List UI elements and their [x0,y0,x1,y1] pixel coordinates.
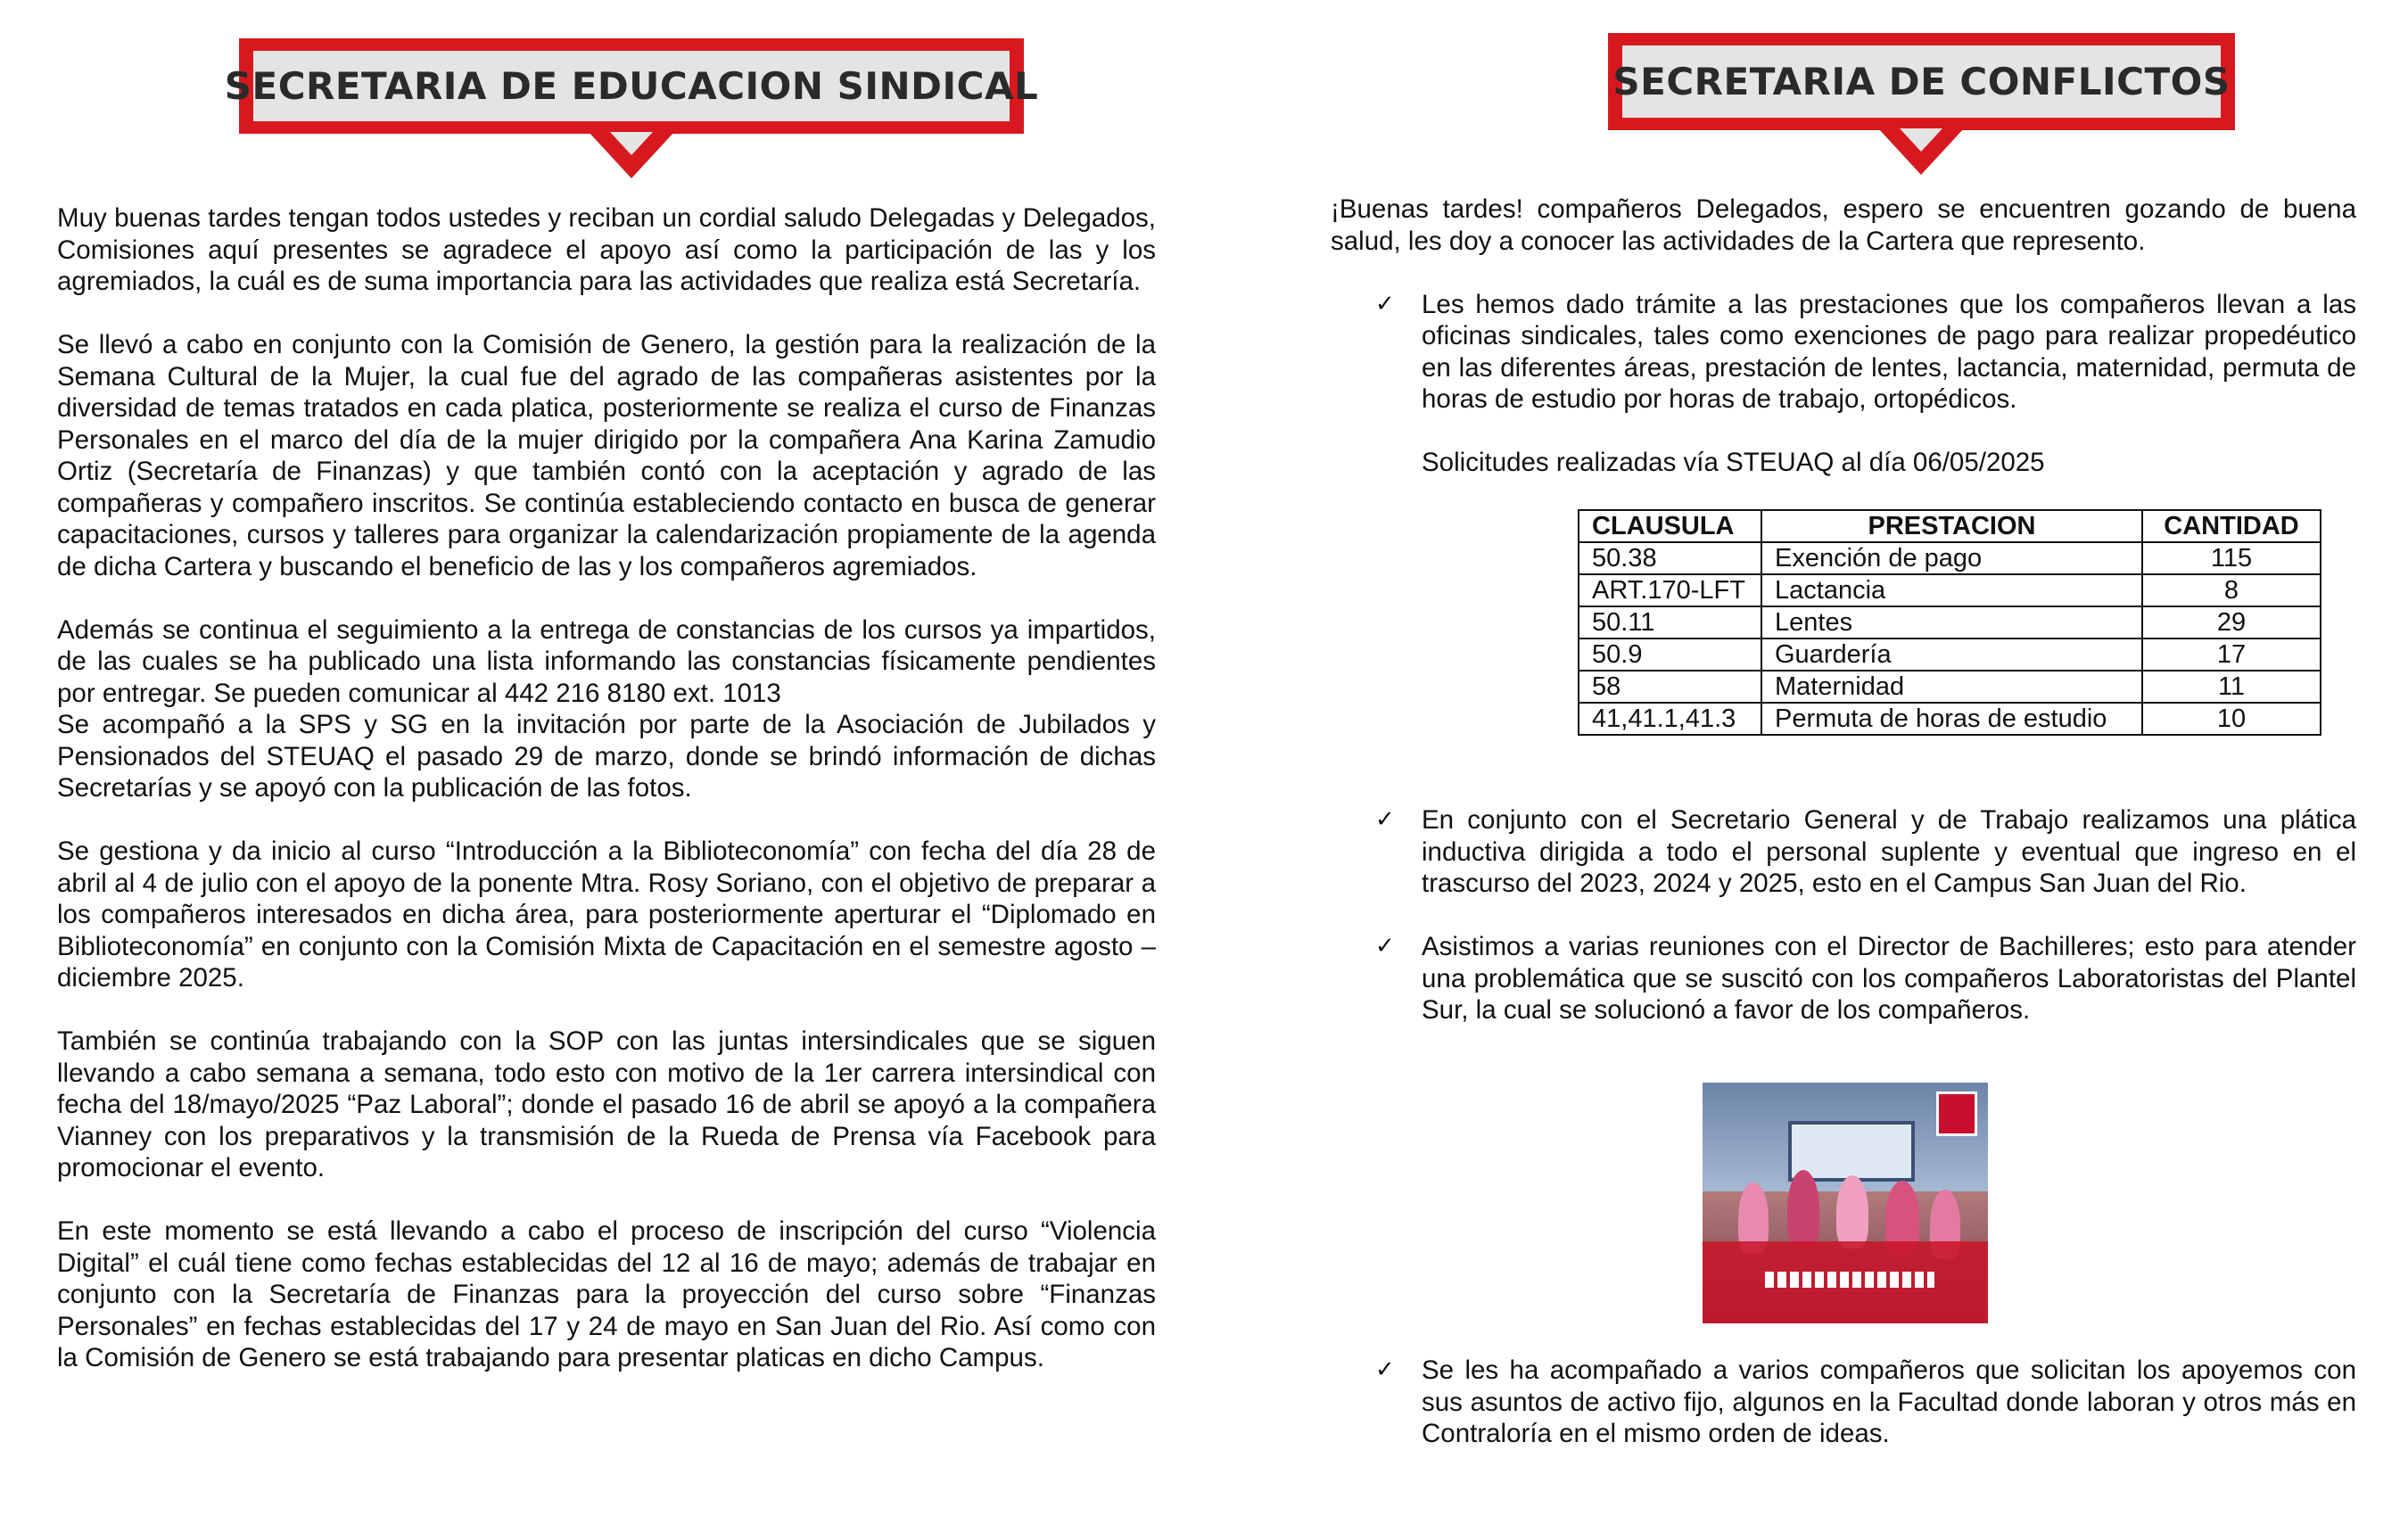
table-row [1579,671,2321,703]
left-paragraph: Se llevó a cabo en conjunto con la Comisión de Genero, la gestión para la realización de la Semana Cultural de la Mujer, la cual fue del agrado de las compañeras asistentes por la diversidad de temas tratados en cada platica, posteriormente se realiza el curso de Finanzas Personales en el marco del día de la mujer dirigido por la compañera Ana Karina Zamudio Ortiz (Secretaría de Finanzas) y que también contó con la aceptación y agrado de las compañeras y compañero inscritos. Se continúa estableciendo contacto en busca de generar capacitaciones, cursos y talleres para organizar la calendarización propiamente de la agenda de dicha Cartera y buscando el beneficio de las y los compañeros agremiados. [57,330,1156,581]
check-list-item [1331,1355,2356,1450]
check-list-item [1331,804,2356,900]
check-mark-icon: ✓ [1375,1356,1395,1383]
right-intro: ¡Buenas tardes! compañeros Delegados, espero se encuentren gozando de buena salud, les doy a conocer las actividades de la Cartera que represento. [1331,194,2356,256]
table-header-prestacion: PRESTACION [1761,510,2142,542]
check-item-text: En conjunto con el Secretario General y de Trabajo realizamos una plática inductiva dirigida a todo el personal suplente y eventual que ingreso en el trascurso del 2023, 2024 y 2025, esto en el Campus San Juan del Rio. [1422,805,2356,898]
table-cell-prestacion: Exención de pago [1761,542,2142,574]
table-cell-clausula: 41,41.1,41.3 [1579,703,1761,735]
table-cell-prestacion: Permuta de horas de estudio [1761,703,2142,735]
banner-arrow-inner [610,132,653,155]
banner-arrow-inner [1900,128,1942,152]
table-cell-prestacion: Lactancia [1761,574,2142,606]
photo-logo-icon [1936,1092,1977,1136]
left-paragraph: En este momento se está llevando a cabo el proceso de inscripción del curso “Violencia Digital” el cuál tiene como fechas establecidas del 12 al 16 de mayo; además de trabajar en conjunto con la Secretaría de Finanzas para la proyección del curso sobre “Finanzas Personales” en fechas establecidas del 17 y 24 de mayo en San Juan del Rio. Así como con la Comisión de Genero se está trabajando para presentar platicas en dicho Campus. [57,1216,1156,1372]
table-row [1579,639,2321,671]
left-column [57,202,1156,1405]
table-cell-clausula: 50.11 [1579,606,1761,639]
right-column-middle [1331,804,2356,1058]
table-row [1579,574,2321,606]
table-cell-cantidad: 115 [2142,542,2321,574]
check-list-item [1331,931,2356,1026]
table-row [1579,606,2321,639]
table-header-row [1579,510,2321,542]
table-cell-clausula: 50.38 [1579,542,1761,574]
table-row [1579,703,2321,735]
table-cell-prestacion: Lentes [1761,606,2142,639]
left-paragraph: Se acompañó a la SPS y SG en la invitación por parte de la Asociación de Jubilados y Pensionados del STEUAQ el pasado 29 de marzo, donde se brindó información de dichas Secretarías y se apoyó con la publicación de las fotos. [57,710,1156,803]
table-cell-cantidad: 10 [2142,703,2321,735]
table-cell-prestacion: Maternidad [1761,671,2142,703]
table-row [1579,542,2321,574]
table-cell-cantidad: 8 [2142,574,2321,606]
table-header-clausula: CLAUSULA [1579,510,1761,542]
left-paragraph: También se continúa trabajando con la SOP con las juntas intersindicales que se siguen llevando a cabo semana a semana, todo esto con motivo de la 1er carrera intersindical con fecha del 18/mayo/2025 “Paz Laboral”; donde el pasado 16 de abril se apoyó a la compañera Vianney con los preparativos y la transmisión de la Rueda de Prensa vía Facebook para promocionar el evento. [57,1026,1156,1182]
left-section-banner [224,38,1039,134]
table-cell-cantidad: 11 [2142,671,2321,703]
photo-person [1836,1175,1868,1248]
right-column-bottom [1331,1355,2356,1481]
table-cell-clausula: 58 [1579,671,1761,703]
prestaciones-table [1578,509,2321,736]
photo-person [1787,1170,1819,1248]
right-section-banner [1608,33,2235,130]
event-photo [1703,1083,1988,1323]
check-item-text: Les hemos dado trámite a las prestaciones que los compañeros llevan a las oficinas sindicales, tales como exenciones de pago para realizar propedéutico en las diferentes áreas, prestación de lentes, lactancia, maternidad, permuta de horas de estudio por horas de trabajo, ortopédicos. [1422,289,2356,414]
table-cell-clausula: ART.170-LFT [1579,574,1761,606]
left-paragraph: Muy buenas tardes tengan todos ustedes y reciban un cordial saludo Delegadas y Delegados, Comisiones aquí presentes se agradece el apoyo así como la participación de las y los agremiados, la cuál es de suma importancia para las actividades que realiza está Secretaría. [57,203,1156,296]
check-mark-icon: ✓ [1375,933,1395,960]
right-section-title: SECRETARIA DE CONFLICTOS [1622,45,2221,118]
table-cell-cantidad: 29 [2142,606,2321,639]
photo-overlay-lettering [1765,1272,1934,1288]
left-paragraph: Además se continua el seguimiento a la entrega de constancias de los cursos ya impartidos, de las cuales se ha publicado una lista informando las constancias físicamente pendientes por entregar. Se pueden comunicar al 442 216 8180 ext. 1013 [57,614,1156,708]
table-cell-prestacion: Guardería [1761,639,2142,671]
table-cell-cantidad: 17 [2142,639,2321,671]
check-mark-icon: ✓ [1375,290,1395,317]
check-item-text: Asistimos a varias reuniones con el Director de Bachilleres; esto para atender una problemática que se suscitó con los compañeros Laboratoristas del Plantel Sur, la cual se solucionó a favor de los compañeros. [1422,932,2356,1025]
table-header-cantidad: CANTIDAD [2142,510,2321,542]
left-section-title: SECRETARIA DE EDUCACION SINDICAL [253,51,1010,121]
solicitudes-label: Solicitudes realizadas vía STEUAQ al día 06/05/2025 [1422,448,2045,477]
left-paragraph: Se gestiona y da inicio al curso “Introducción a la Biblioteconomía” con fecha del día 28 de abril al 4 de julio con el apoyo de la ponente Mtra. Rosy Soriano, con el objetivo de preparar a los compañeros interesados en dicha área, para posteriormente aperturar el “Diplomado en Biblioteconomía” en conjunto con la Comisión Mixta de Capacitación en el semestre agosto – diciembre 2025. [57,836,1156,993]
check-item-text: Se les ha acompañado a varios compañeros que solicitan los apoyemos con sus asuntos de activo fijo, algunos en la Facultad donde laboran y otros más en Contraloría en el mismo orden de ideas. [1422,1355,2356,1448]
right-column-top [1331,194,2356,510]
check-list-item [1331,289,2356,416]
table-cell-clausula: 50.9 [1579,639,1761,671]
check-mark-icon: ✓ [1375,806,1395,833]
